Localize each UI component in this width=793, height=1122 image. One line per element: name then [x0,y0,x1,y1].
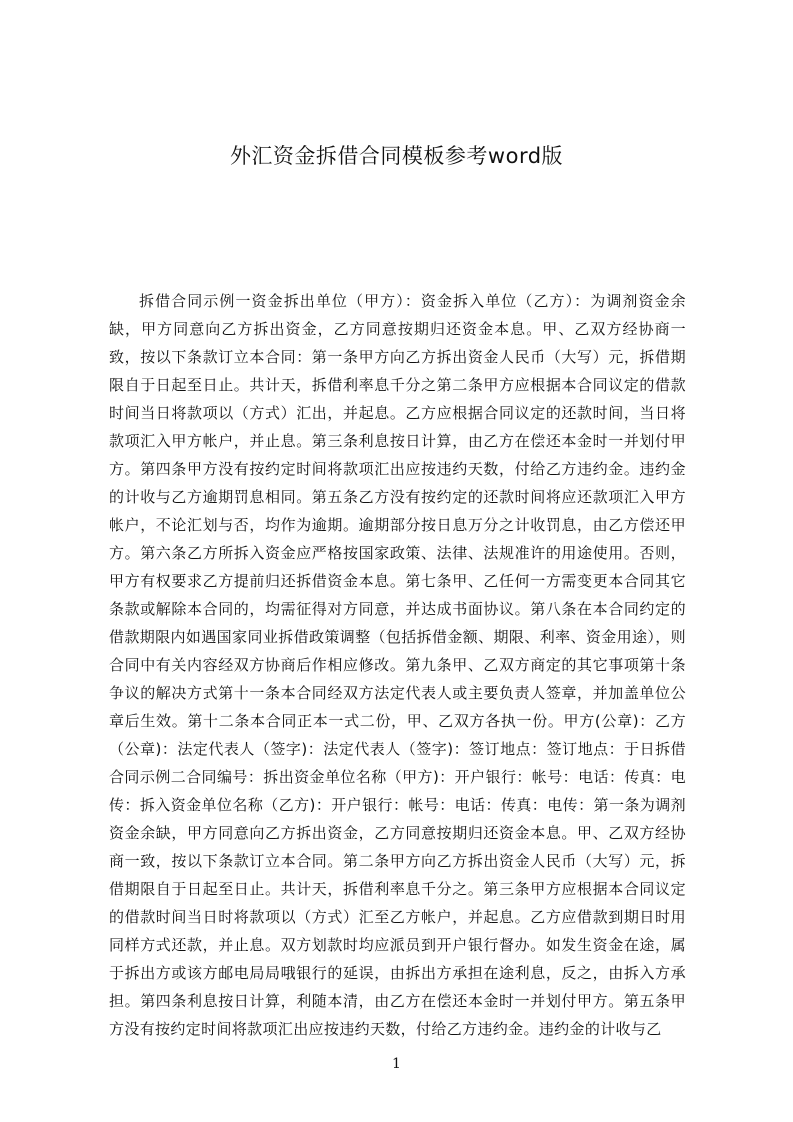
document-title: 外汇资金拆借合同模板参考word版 [229,144,564,168]
page-number: 1 [392,1056,401,1072]
body-paragraph: 拆借合同示例一资金拆出单位（甲方）：资金拆入单位（乙方）：为调剂资金余缺，甲方同意向乙方拆出资金，乙方同意按期归还资金本息。甲、乙双方经协商一致，按以下条款订立本合同：第一条甲方向乙方拆出资金人民币（大写）元，拆借期限自于日起至日止。共计天，拆借利率息千分之第二条甲方应根据本合同议定的借款时间当日将款项以（方式）汇出，并起息。乙方应根据合同议定的还款时间，当日将款项汇入甲方帐户，并止息。第三条利息按日计算，由乙方在偿还本金时一并划付甲方。第四条甲方没有按约定时间将款项汇出应按违约天数，付给乙方违约金。违约金的计收与乙方逾期罚息相同。第五条乙方没有按约定的还款时间将应还款项汇入甲方帐户，不论汇划与否，均作为逾期。逾期部分按日息万分之计收罚息，由乙方偿还甲方。第六条乙方所拆入资金应严格按国家政策、法律、法规准许的用途使用。否则，甲方有权要求乙方提前归还拆借资金本息。第七条甲、乙任何一方需变更本合同其它条款或解除本合同的，均需征得对方同意，并达成书面协议。第八条在本合同约定的借款期限内如遇国家同业拆借政策调整（包括拆借金额、期限、利率、资金用途），则合同中有关内容经双方协商后作相应修改。第九条甲、乙双方商定的其它事项第十条争议的解决方式第十一条本合同经双方法定代表人或主要负责人签章，并加盖单位公章后生效。第十二条本合同正本一式二份，甲、乙双方各执一份。甲方(公章)：乙方（公章)：法定代表人（签字)：法定代表人（签字)：签订地点：签订地点：于日拆借合同示例二合同编号：拆出资金单位名称（甲方)：开户银行：帐号：电话：传真：电传：拆入资金单位名称（乙方)：开户银行：帐号：电话：传真：电传：第一条为调剂资金余缺，甲方同意向乙方拆出资金，乙方同意按期归还资金本息。甲、乙双方经协商一致，按以下条款订立本合同。第二条甲方向乙方拆出资金人民币（大写）元，拆借期限自于日起至日止。共计天，拆借利率息千分之。第三条甲方应根据本合同议定的借款时间当日时将款项以（方式）汇至乙方帐户，并起息。乙方应借款到期日时用同样方式还款，并止息。双方划款时均应派员到开户银行督办。如发生资金在途，属于拆出方或该方邮电局局哦银行的延误，由拆出方承担在途利息，反之，由拆入方承担。第四条利息按日计算，利随本清，由乙方在偿还本金时一并划付甲方。第五条甲方没有按约定时间将款项汇出应按违约天数，付给乙方违约金。违约金的计收与乙 [109,292,686,1038]
document-body [109,287,686,1043]
